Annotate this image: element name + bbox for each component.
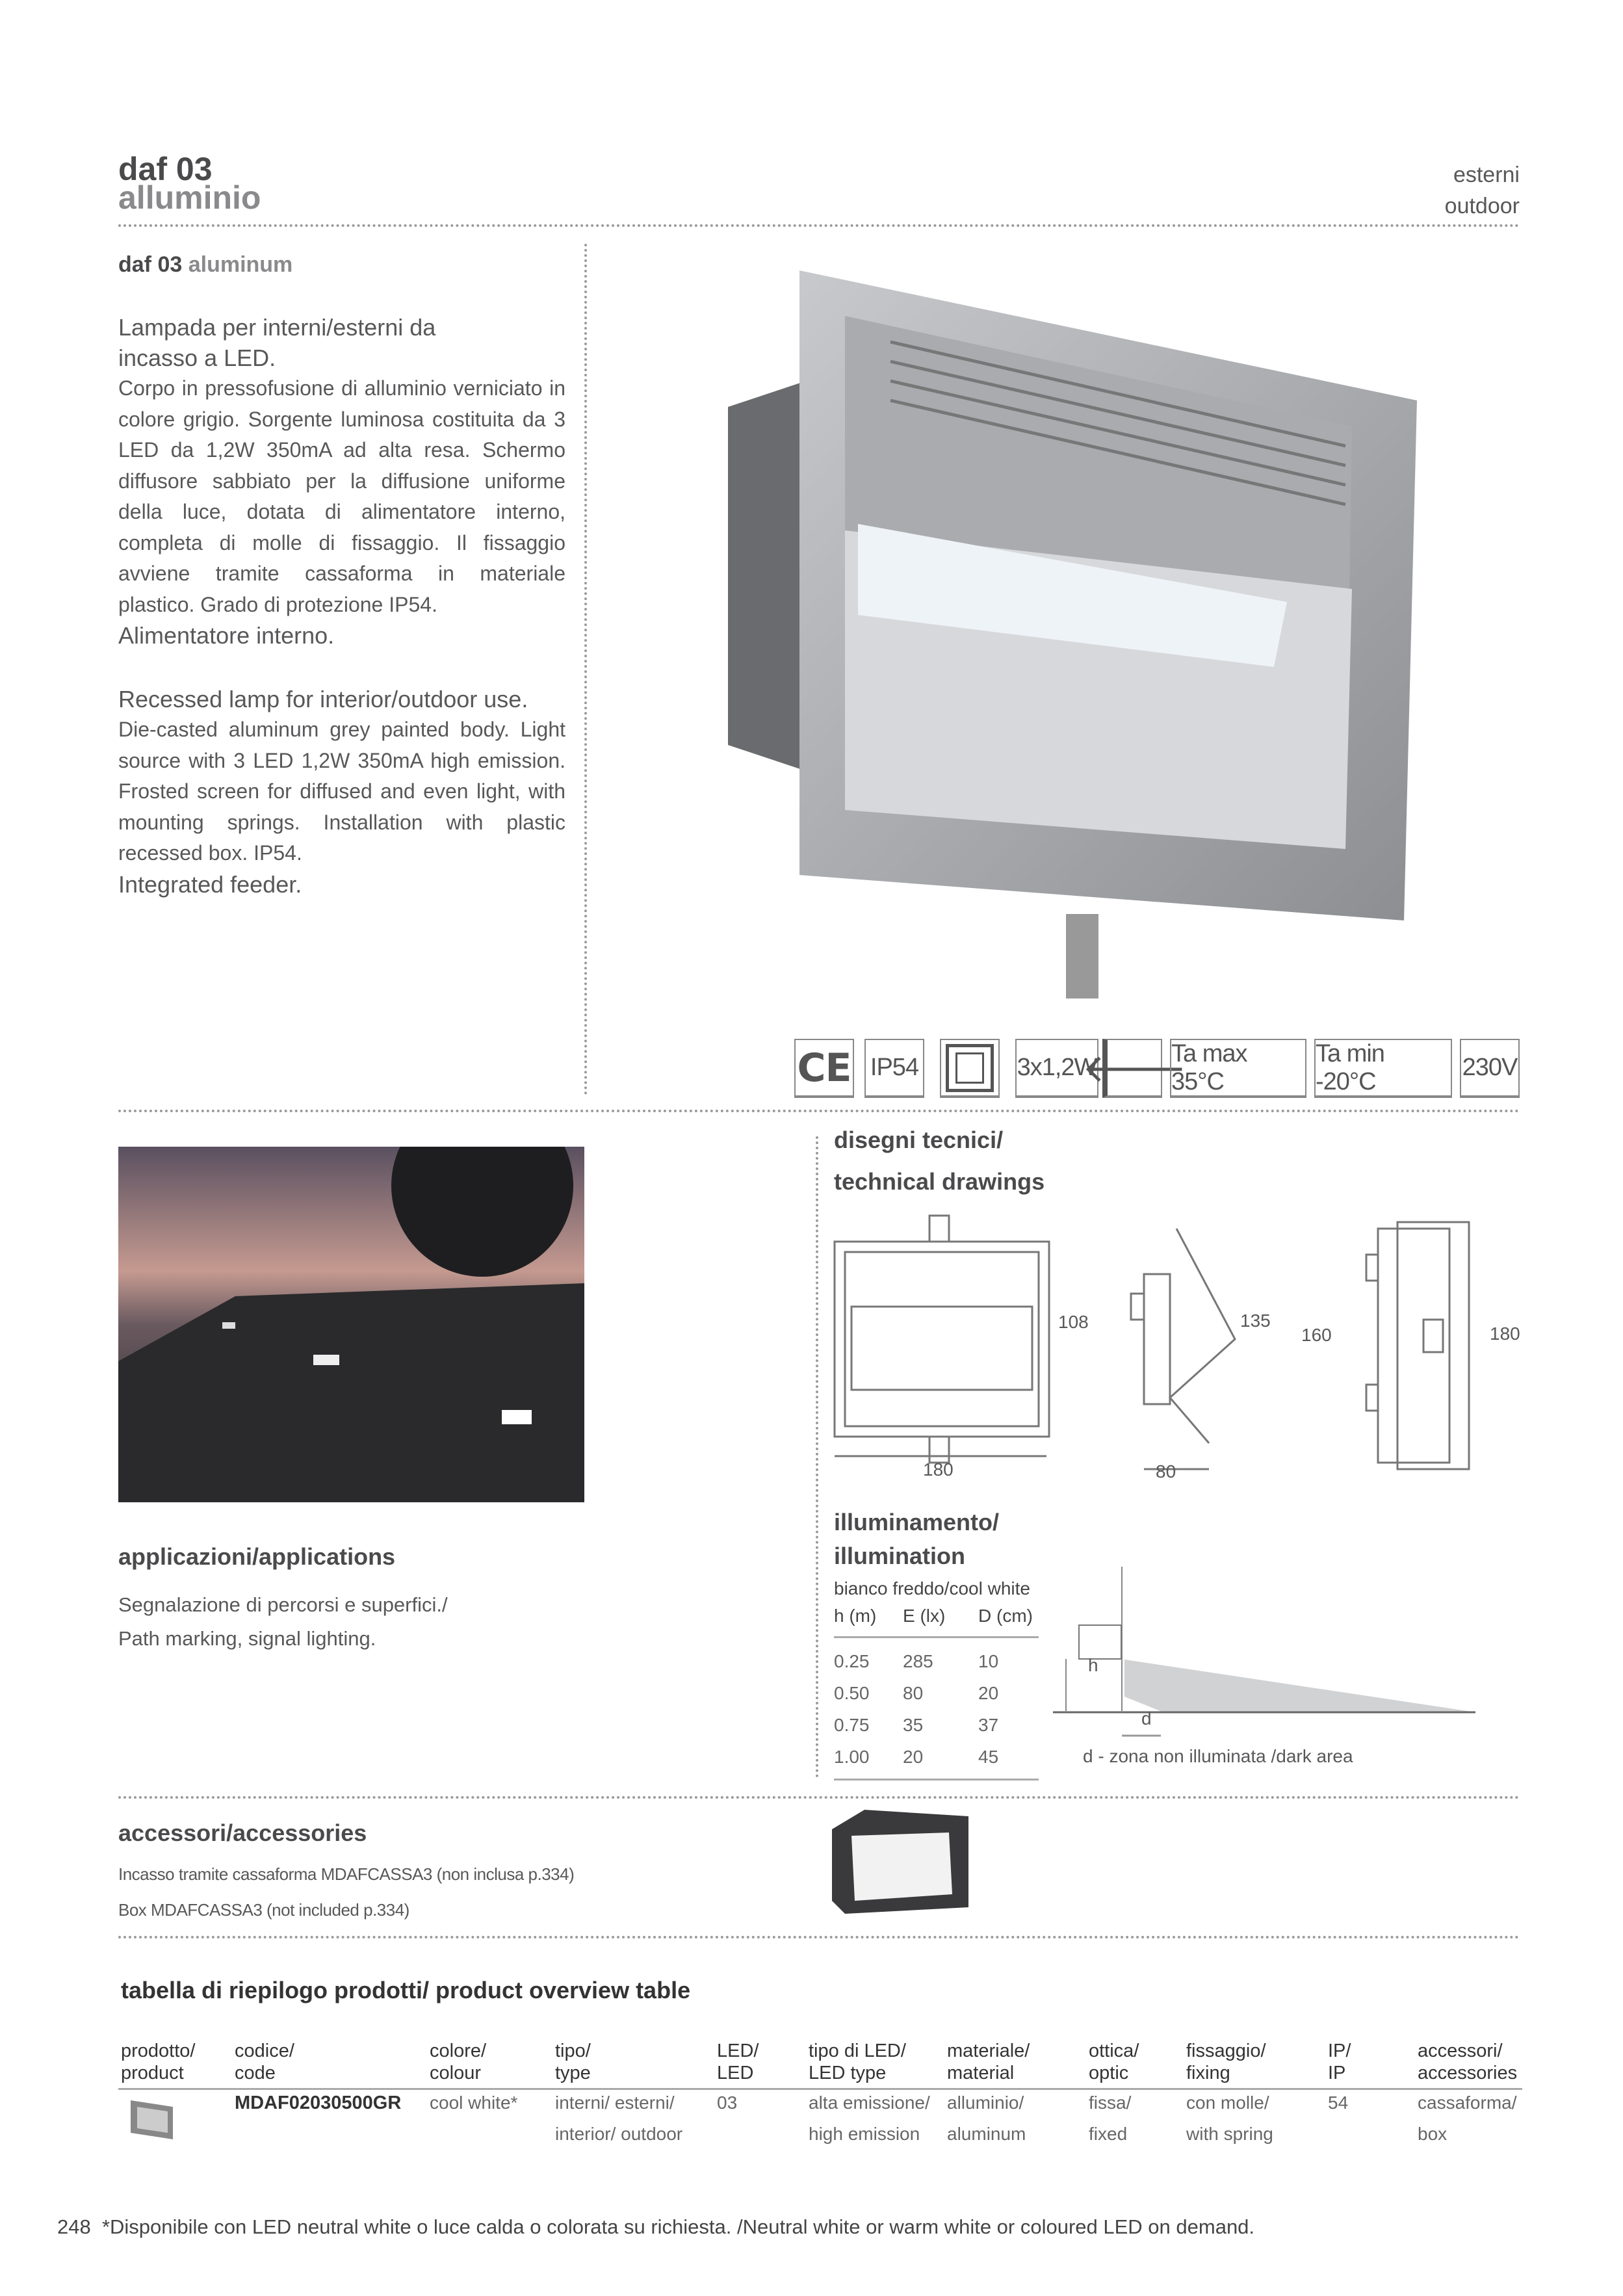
- description-it-footer: Alimentatore interno.: [118, 622, 335, 649]
- table-header-line: LED/: [717, 2041, 759, 2061]
- table-header: [1089, 2040, 1139, 2084]
- table-divider: [118, 2088, 1522, 2090]
- table-header-line: IP/: [1328, 2041, 1351, 2061]
- d-label: d: [1141, 1708, 1152, 1729]
- table-header: [947, 2040, 1030, 2084]
- accessories-text: [118, 1857, 574, 1928]
- illumination-cell: 0.75: [834, 1715, 870, 1735]
- table-header: [1418, 2040, 1517, 2084]
- dim-side-height: 135: [1240, 1311, 1271, 1331]
- ce-mark-icon: CE: [794, 1039, 854, 1098]
- applications-title: applicazioni/applications: [118, 1543, 396, 1570]
- table-cell: cassaforma/: [1418, 2093, 1517, 2113]
- illumination-cell: 0.50: [834, 1683, 870, 1703]
- intro-heading: [118, 252, 292, 278]
- table-header-line: material: [947, 2063, 1015, 2083]
- dim-width: 180: [923, 1459, 954, 1480]
- table-header-line: fixing: [1186, 2063, 1230, 2083]
- table-cell: MDAF02030500GR: [235, 2093, 402, 2113]
- illumination-row: [834, 1651, 1039, 1683]
- table-header: [121, 2040, 195, 2084]
- accessories-line-it: Incasso tramite cassaforma MDAFCASSA3 (non inclusa p.334): [118, 1864, 575, 1884]
- description-it-body: Corpo in pressofusione di alluminio verniciato in colore grigio. Sorgente luminosa costituita da 3 LED da 1,2W 350mA ad alta resa. Schermo diffusore sabbiato per la diffusione uniforme della luce, dotata di alimentatore interno, completa di molle di fissaggio. Il fissaggio avviene tramite cassaforma in materiale plastico. Grado di protezione IP54.: [118, 376, 565, 616]
- table-cell: interni/ esterni/: [555, 2093, 675, 2113]
- description-it: [118, 312, 565, 651]
- intro-material: aluminum: [188, 252, 293, 277]
- ta-min-badge: Ta min -20°C: [1314, 1039, 1452, 1098]
- category-en: outdoor: [1444, 194, 1520, 218]
- illumination-header: [834, 1606, 1039, 1638]
- illumination-cell: 80: [903, 1683, 924, 1703]
- illumination-cell: 0.25: [834, 1651, 870, 1671]
- illumination-cell: 45: [978, 1747, 999, 1767]
- table-header-line: type: [555, 2063, 591, 2083]
- product-thumbnail: [127, 2097, 179, 2143]
- illumination-cell: 1.00: [834, 1747, 870, 1767]
- table-header: [1328, 2040, 1351, 2084]
- illumination-table: [834, 1606, 1039, 1781]
- illumination-cell: 20: [978, 1683, 999, 1703]
- table-header-line: IP: [1328, 2063, 1346, 2083]
- table-cell: box: [1418, 2124, 1448, 2144]
- table-cell: alluminio/: [947, 2093, 1024, 2113]
- illumination-title: [834, 1506, 999, 1573]
- illumination-cell: 10: [978, 1651, 999, 1671]
- table-header-line: LED type: [809, 2063, 887, 2083]
- drawings-title-en: technical drawings: [834, 1168, 1045, 1195]
- table-header-line: optic: [1089, 2063, 1129, 2083]
- dim-box-outer: 180: [1490, 1324, 1520, 1344]
- applications-text: [118, 1588, 448, 1656]
- application-photo: [118, 1147, 584, 1502]
- illumination-row: [834, 1747, 1039, 1779]
- category-it: esterni: [1453, 163, 1520, 187]
- illumination-title-en: illumination: [834, 1543, 965, 1569]
- illumination-row: [834, 1715, 1039, 1747]
- header-e: E (lx): [903, 1606, 946, 1626]
- divider: [816, 1136, 818, 1778]
- illumination-legend: d - zona non illuminata /dark area: [1083, 1746, 1353, 1766]
- recessed-wall-arrow-icon: 🡐: [1102, 1039, 1162, 1098]
- illumination-row: [834, 1683, 1039, 1715]
- table-header: [235, 2040, 294, 2084]
- table-header-line: prodotto/: [121, 2041, 196, 2061]
- drawings-title-it: disegni tecnici/: [834, 1127, 1004, 1153]
- illumination-cell: 20: [903, 1747, 924, 1767]
- table-cell: con molle/: [1186, 2093, 1269, 2113]
- table-cell: fixed: [1089, 2124, 1128, 2144]
- table-header-line: accessories: [1418, 2063, 1518, 2083]
- table-header-line: ottica/: [1089, 2041, 1139, 2061]
- divider: [118, 1936, 1520, 1938]
- table-header-line: accessori/: [1418, 2041, 1503, 2061]
- drawings-title: [834, 1119, 1045, 1203]
- table-header-line: code: [235, 2063, 276, 2083]
- illumination-title-it: illuminamento/: [834, 1509, 1000, 1535]
- description-en-body: Die-casted aluminum grey painted body. Light source with 3 LED 1,2W 350mA high emission. Frosted screen for diffused and even light, with mounting springs. Installation with plastic recessed box. IP54.: [118, 718, 565, 865]
- header-h: h (m): [834, 1606, 877, 1626]
- product-photo: [650, 251, 1417, 1005]
- table-header: [809, 2040, 906, 2084]
- table-cell: aluminum: [947, 2124, 1026, 2144]
- table-cell: fissa/: [1089, 2093, 1132, 2113]
- dim-height: 108: [1058, 1312, 1089, 1332]
- table-header-line: codice/: [235, 2041, 294, 2061]
- table-header: [717, 2040, 759, 2084]
- voltage-badge: 230V: [1460, 1039, 1520, 1098]
- header-d: D (cm): [978, 1606, 1033, 1626]
- table-header-line: materiale/: [947, 2041, 1030, 2061]
- table-cell: 54: [1328, 2093, 1349, 2113]
- h-label: h: [1088, 1655, 1098, 1675]
- category: [1445, 159, 1520, 222]
- table-header: [1186, 2040, 1266, 2084]
- illumination-cell: 37: [978, 1715, 999, 1735]
- double-insulation-icon: [940, 1039, 1000, 1098]
- table-header-line: tipo di LED/: [809, 2041, 906, 2061]
- illumination-cell: 285: [903, 1651, 933, 1671]
- description-en: [118, 684, 565, 900]
- dim-depth: 80: [1156, 1461, 1176, 1481]
- divider: [118, 1110, 1520, 1112]
- table-cell: with spring: [1186, 2124, 1273, 2144]
- page-number: 248: [57, 2215, 91, 2238]
- table-header-line: product: [121, 2063, 184, 2083]
- ip-badge: IP54: [864, 1039, 924, 1098]
- footer: [57, 2215, 1254, 2239]
- table-header-line: colour: [430, 2063, 481, 2083]
- table-cell: cool white*: [430, 2093, 518, 2113]
- ta-max-badge: Ta max 35°C: [1170, 1039, 1306, 1098]
- illumination-subtitle: bianco freddo/cool white: [834, 1578, 1030, 1598]
- divider: [584, 244, 587, 1095]
- table-header-line: tipo/: [555, 2041, 591, 2061]
- description-it-heading: Lampada per interni/esterni da incasso a LED.: [118, 314, 436, 371]
- table-title: tabella di riepilogo prodotti/ product overview table: [121, 1977, 691, 2003]
- table-header-line: LED: [717, 2063, 754, 2083]
- applications-line-it: Segnalazione di percorsi e superfici./: [118, 1593, 448, 1616]
- dim-box-height: 160: [1301, 1325, 1332, 1345]
- illumination-cell: 35: [903, 1715, 924, 1735]
- applications-line-en: Path marking, signal lighting.: [118, 1627, 376, 1650]
- divider: [118, 224, 1520, 227]
- table-header-line: fissaggio/: [1186, 2041, 1266, 2061]
- description-en-heading: Recessed lamp for interior/outdoor use.: [118, 686, 528, 712]
- table-cell: 03: [717, 2093, 738, 2113]
- product-subtitle: alluminio: [118, 179, 261, 216]
- table-cell: high emission: [809, 2124, 920, 2144]
- footer-note: *Disponibile con LED neutral white o luce calda o colorata su richiesta. /Neutral white or warm white or coloured LED on demand.: [101, 2215, 1255, 2238]
- table-header-line: colore/: [430, 2041, 487, 2061]
- table-cell: alta emissione/: [809, 2093, 930, 2113]
- table-cell: interior/ outdoor: [555, 2124, 683, 2144]
- accessories-title: accessori/accessories: [118, 1820, 367, 1846]
- technical-drawing: [832, 1209, 1521, 1489]
- illumination-diagram: [1053, 1554, 1475, 1755]
- product-title: daf 03: [118, 151, 213, 187]
- intro-name: daf 03: [118, 252, 183, 277]
- table-header: [555, 2040, 591, 2084]
- accessories-line-en: Box MDAFCASSA3 (not included p.334): [118, 1900, 409, 1920]
- description-en-footer: Integrated feeder.: [118, 870, 302, 898]
- accessory-box-photo: [819, 1803, 975, 1920]
- table-header: [430, 2040, 486, 2084]
- divider: [118, 1796, 1520, 1799]
- power-badge: 3x1,2W: [1015, 1039, 1098, 1098]
